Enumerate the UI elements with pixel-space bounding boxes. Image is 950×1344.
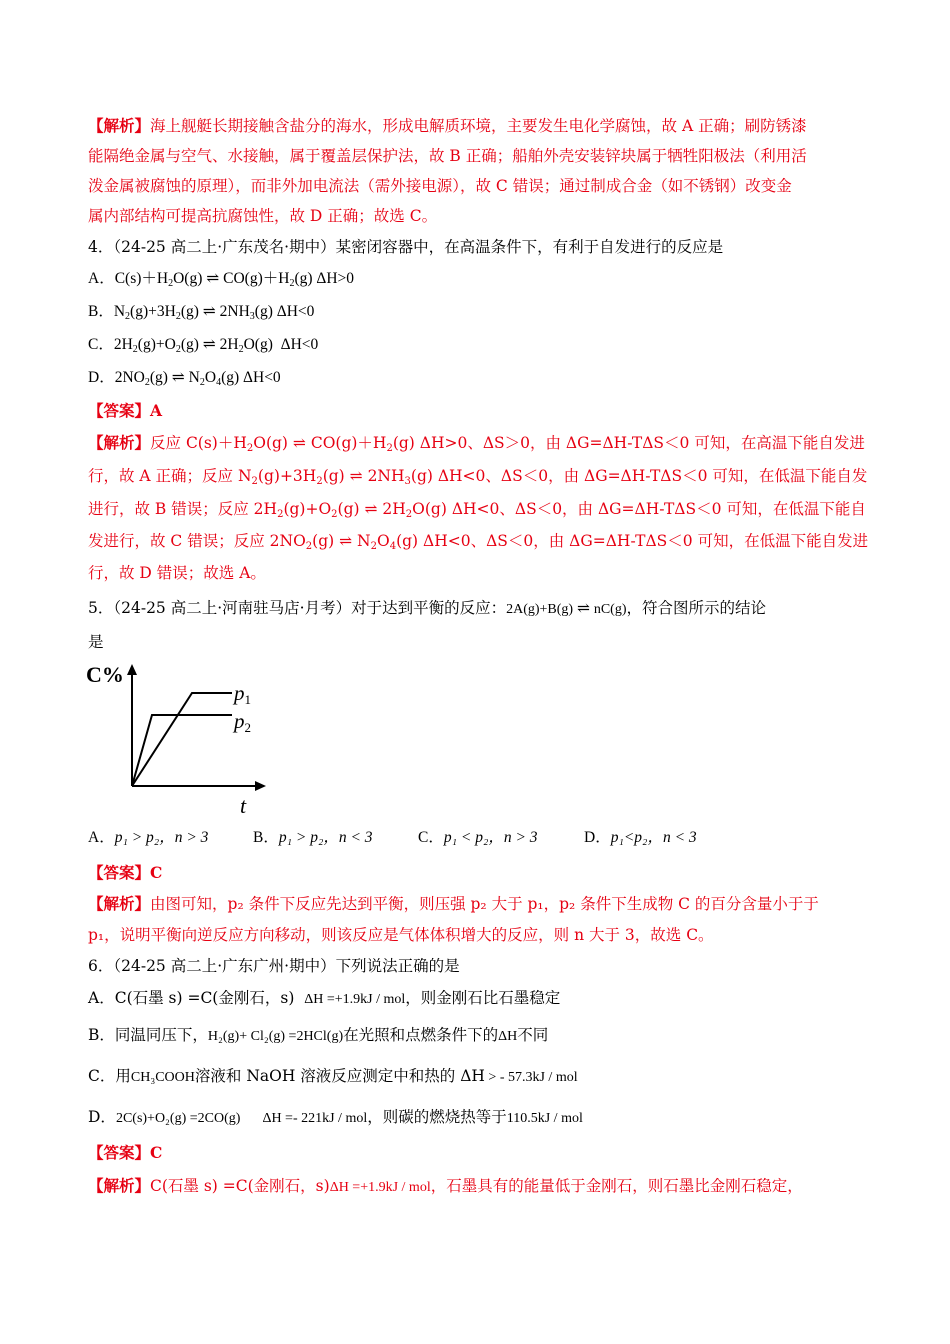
q6-option-a[interactable]: A．C(石墨 s) =C(金刚石，s) ΔH =+1.9kJ / mol，则金刚石比石墨稳定 (88, 989, 561, 1007)
q5-analysis-line-2: p₁，说明平衡向逆反应方向移动，则该反应是气体体积增大的反应，则 n 大于 3，故选 C。 (88, 926, 714, 944)
equilibrium-arrow-icon: ⇌ (202, 270, 224, 287)
q3-analysis-line-1: 【解析】海上舰艇长期接触含盐分的海水，形成电解质环境，主要发生电化学腐蚀，故 A 正确；刷防锈漆 (88, 116, 807, 135)
q4-analysis-line-3: 进行，故 B 错误；反应 $2H_2(g)+O_2(g)$ ⇌ $2H_2O(g)$ ΔH<0、ΔS＜0，由 ΔG=ΔH-TΔS＜0 可知，在低温下能自 (88, 500, 866, 520)
q5-option-c[interactable]: C．p₁ < p₂，n > 3 (418, 829, 538, 846)
curve-p1 (132, 693, 232, 786)
graph-x-label: t (240, 793, 247, 818)
q4-analysis-line-4: 发进行，故 C 错误；反应 $2NO_2(g)$ ⇌ $N_2O_4(g)$ ΔH<0、ΔS＜0，由 ΔG=ΔH-TΔS＜0 可知，在低温下能自发进 (88, 532, 869, 552)
q6-option-b[interactable]: B．同温同压下，H₂(g)+ Cl₂(g) =2HCl(g)在光照和点燃条件下的ΔH不同 (88, 1026, 549, 1044)
q3-analysis-line-3: 泼金属被腐蚀的原理），而非外加电流法（需外接电源），故 C 错误；通过制成合金（如不锈钢）改变金 (88, 177, 792, 195)
equilibrium-arrow-icon: ⇌ (167, 369, 189, 386)
curve-p2 (132, 715, 232, 786)
q4-option-c[interactable]: C．$2H_2(g)+O_2(g)$ ⇌ $2H_2O(g)$ ΔH<0 (88, 336, 319, 355)
q6-option-c[interactable]: C．用CH₃COOH溶液和 NaOH 溶液反应测定中和热的 ΔH > - 57.3kJ / mol (88, 1067, 578, 1085)
q4-analysis-line-5: 行，故 D 错误；故选 A。 (88, 564, 266, 582)
q5-option-d[interactable]: D．p₁<p₂，n < 3 (584, 829, 697, 846)
q5-analysis-line-1: 【解析】由图可知，p₂ 条件下反应先达到平衡，则压强 p₂ 大于 p₁，p₂ 条件下生成物 C 的百分含量小于于 (88, 894, 819, 913)
q5-stem-cont: 是 (88, 633, 104, 651)
equilibrium-arrow-icon: ⇌ (198, 336, 220, 353)
graph-x-arrow (255, 781, 266, 791)
q3-analysis-line-4: 属内部结构可提高抗腐蚀性，故 D 正确；故选 C。 (88, 207, 438, 225)
q5-answer: 【答案】C (88, 863, 163, 882)
analysis-tag: 【解析】 (88, 116, 151, 135)
q5-option-a[interactable]: A．p₁ > p₂，n > 3 (88, 829, 209, 846)
q3-analysis-line-2: 能隔绝金属与空气、水接触，属于覆盖层保护法，故 B 正确；船舶外壳安装锌块属于牺牲阳极法（利用活 (88, 147, 807, 165)
q6-stem: 6．（24-25 高二上·广东广州·期中）下列说法正确的是 (88, 957, 460, 975)
q5-option-b[interactable]: B．p₁ > p₂，n < 3 (253, 829, 373, 846)
q5-stem: 5．（24-25 高二上·河南驻马店·月考）对于达到平衡的反应：2A(g)+B(g) ⇌ nC(g)，符合图所示的结论 (88, 599, 767, 617)
q4-option-b[interactable]: B．$N_2(g)+3H_2(g)$ ⇌ $2NH_3(g)$ ΔH<0 (88, 303, 315, 322)
graph-y-label: C% (86, 662, 124, 687)
q4-analysis-line-1: 【解析】反应 $C(s)+H_2O(g)$ ⇌ $CO(g)+H_2(g)$ ΔH>0、ΔS＞0，由 ΔG=ΔH-TΔS＜0 可知，在高温下能自发进 (88, 433, 865, 454)
q4-answer: 【答案】A (88, 401, 163, 420)
label-p2: p2 (234, 709, 251, 735)
q4-stem: 4．（24-25 高二上·广东茂名·期中）某密闭容器中，在高温条件下，有利于自发进行的反应是 (88, 238, 724, 256)
graph-y-arrow (127, 664, 137, 675)
q4-option-d[interactable]: D．$2NO_2(g)$ ⇌ $N_2O_4(g)$ ΔH<0 (88, 369, 281, 388)
q4-analysis-line-2: 行，故 A 正确；反应 $N_2(g)+3H_2(g)$ ⇌ $2NH_3(g)$ ΔH<0、ΔS＜0，由 ΔG=ΔH-TΔS＜0 可知，在低温下能自发 (88, 467, 868, 487)
q5-graph (86, 658, 276, 818)
equilibrium-arrow-icon: ⇌ (198, 303, 220, 320)
q6-answer: 【答案】C (88, 1143, 163, 1162)
q4-option-a[interactable]: A．$C(s)+H_2O(g)$ ⇌ $CO(g)+H_2(g)$ ΔH>0 (88, 270, 355, 289)
equilibrium-arrow-icon: ⇌ (573, 600, 594, 617)
label-p1: p1 (234, 681, 251, 707)
q6-option-d[interactable]: D．2C(s)+O₂(g) =2CO(g) ΔH =- 221kJ / mol，则碳的燃烧热等于110.5kJ / mol (88, 1108, 583, 1126)
q6-analysis-line-1: 【解析】C(石墨 s) =C(金刚石，s)ΔH =+1.9kJ / mol，石墨具有的能量低于金刚石，则石墨比金刚石稳定， (88, 1176, 803, 1195)
